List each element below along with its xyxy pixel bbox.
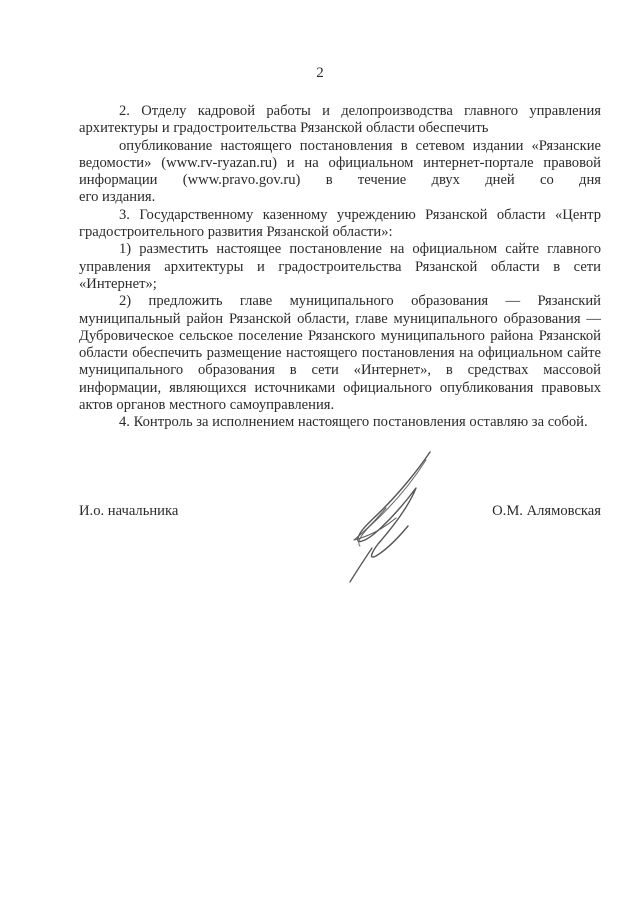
position-title: И.о. начальника [79, 503, 179, 519]
paragraph-4: 4. Контроль за исполнением настоящего постановления оставляю за собой. [119, 414, 588, 431]
document-body [79, 103, 601, 432]
paragraph-2-line-2: архитектуры и градостроительства Рязанской области обеспечить [79, 120, 489, 137]
paragraph-2-line-6: его издания. [79, 189, 156, 206]
paragraph-3: 3. Государственному казенному учреждению Рязанской области «Центр градостроительного развития Рязанской области»: [79, 206, 601, 241]
paragraph-2-line-3: опубликование настоящего постановления в сетевом издании «Рязанские [119, 137, 601, 154]
page-number: 2 [316, 65, 324, 81]
paragraph-2-line-4: ведомости» (www.rv-ryazan.ru) и на официальном интернет-портале правовой [79, 154, 601, 171]
signer-name: О.М. Алямовская [492, 503, 601, 519]
paragraph-2 [79, 103, 601, 207]
paragraph-2-line-5: информации (www.pravo.gov.ru) в течение двух дней со дня [79, 172, 601, 189]
paragraph-3-item-1: 1) разместить настоящее постановление на официальном сайте главного управления архитектуры и градостроительства Рязанской области в сети «Интернет»; [79, 241, 601, 292]
paragraph-3-item-2: 2) предложить главе муниципального образования — Рязанский муниципальный район Рязанской области, главе муниципального образования — Дубровическое сельское поселение Рязанского муниципального района Рязанской области обеспечить размещение настоящего постановления на официальном сайте муниципального образования в сети «Интернет», в средствах массовой информации, являющихся источниками официального опубликования правовых актов органов местного самоуправления. [79, 293, 601, 414]
handwritten-signature [330, 448, 470, 588]
paragraph-2-line-1: 2. Отделу кадровой работы и делопроизводства главного управления [119, 103, 601, 119]
